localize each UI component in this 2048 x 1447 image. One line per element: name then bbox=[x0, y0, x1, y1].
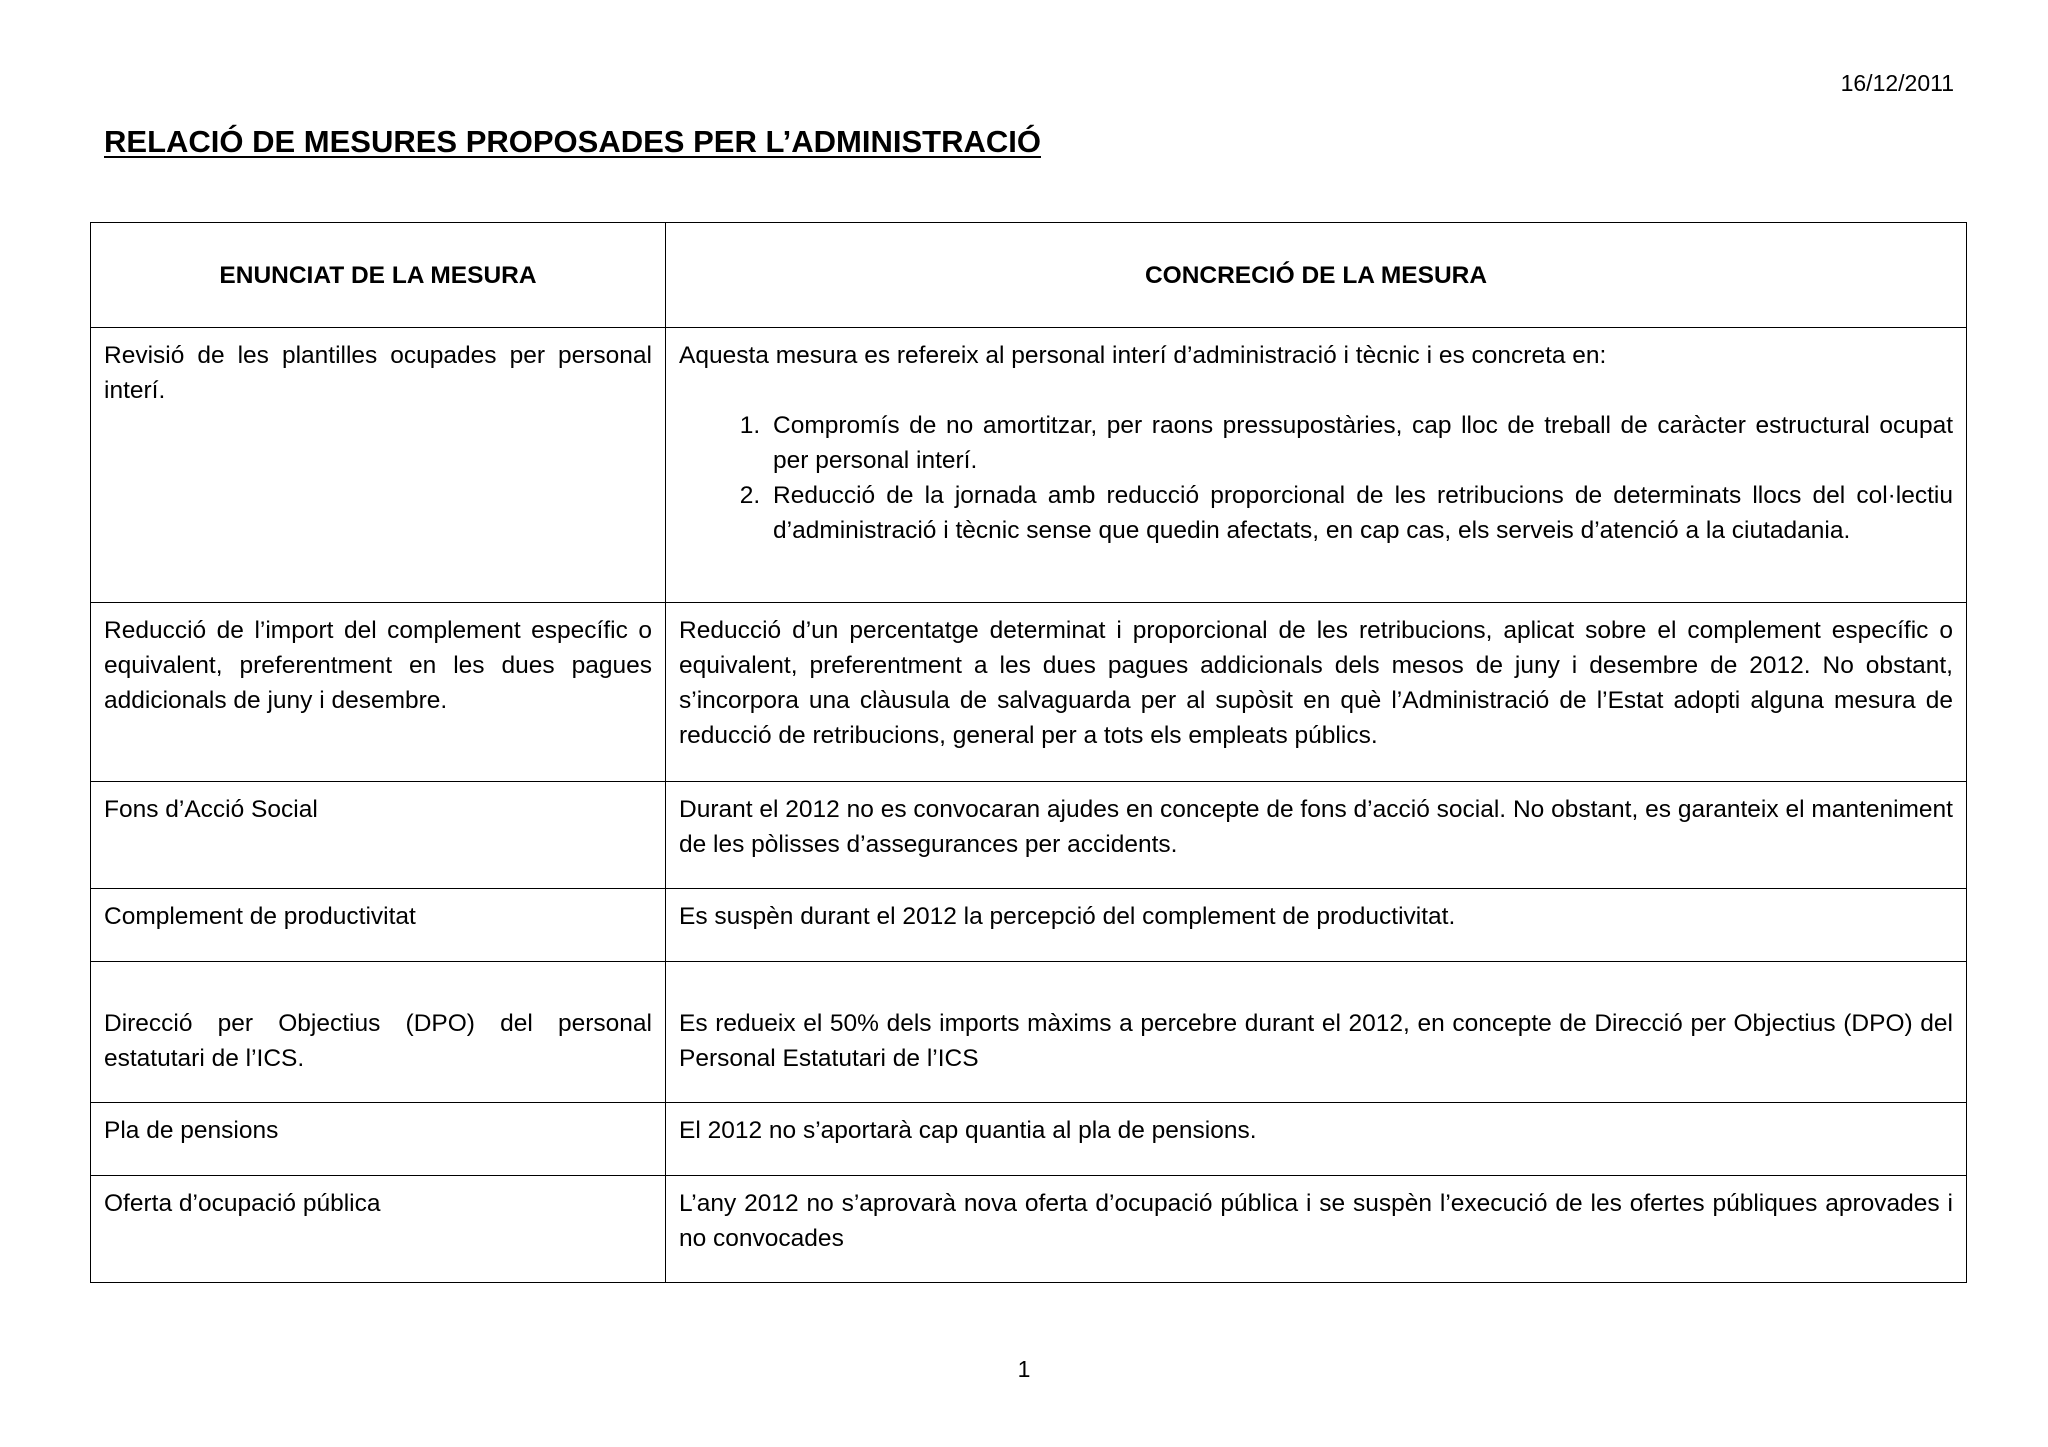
measures-table bbox=[90, 222, 1967, 1283]
table-row bbox=[91, 1176, 1967, 1283]
measure-cell: Direcció per Objectius (DPO) del personal estatutari de l’ICS. bbox=[91, 962, 666, 1103]
detail-cell: Es redueix el 50% dels imports màxims a percebre durant el 2012, en concepte de Direcció per Objectius (DPO) del Personal Estatutari de l’ICS bbox=[666, 962, 1967, 1103]
table-row bbox=[91, 782, 1967, 889]
table-header-row bbox=[91, 223, 1967, 328]
document-title: RELACIÓ DE MESURES PROPOSADES PER L’ADMINISTRACIÓ bbox=[104, 124, 1041, 159]
table-row bbox=[91, 962, 1967, 1103]
detail-intro: Aquesta mesura es refereix al personal interí d’administració i tècnic i es concreta en: bbox=[679, 342, 1607, 369]
table-row bbox=[91, 328, 1967, 603]
measure-cell: Revisió de les plantilles ocupades per personal interí. bbox=[91, 328, 666, 603]
table-row bbox=[91, 603, 1967, 782]
column-header-measure: ENUNCIAT DE LA MESURA bbox=[91, 223, 666, 328]
table-row bbox=[91, 1103, 1967, 1176]
detail-cell: Durant el 2012 no es convocaran ajudes en concepte de fons d’acció social. No obstant, es garanteix el manteniment de les pòlisses d’assegurances per accidents. bbox=[666, 782, 1967, 889]
detail-cell: Reducció d’un percentatge determinat i proporcional de les retribucions, aplicat sobre el complement específic o equivalent, preferentment a les dues pagues addicionals dels mesos de juny i desembre de 2012. No obstant, s’incorpora una clàusula de salvaguarda per al supòsit en què l’Administració de l’Estat adopti alguna mesura de reducció de retribucions, general per a tots els empleats públics. bbox=[666, 603, 1967, 782]
detail-cell: El 2012 no s’aportarà cap quantia al pla de pensions. bbox=[666, 1103, 1967, 1176]
detail-cell: Es suspèn durant el 2012 la percepció del complement de productivitat. bbox=[666, 889, 1967, 962]
detail-cell bbox=[666, 328, 1967, 603]
detail-points-list bbox=[679, 408, 1953, 548]
measure-cell: Reducció de l’import del complement específic o equivalent, preferentment en les dues pagues addicionals de juny i desembre. bbox=[91, 603, 666, 782]
list-item: 2. Reducció de la jornada amb reducció proporcional de les retribucions de determinats llocs del col·lectiu d’administració i tècnic sense que quedin afectats, en cap cas, els serveis d’atenció a la ciutadania. bbox=[767, 478, 1953, 548]
measure-cell: Oferta d’ocupació pública bbox=[91, 1176, 666, 1283]
list-item: 1. Compromís de no amortitzar, per raons pressupostàries, cap lloc de treball de caràcter estructural ocupat per personal interí. bbox=[767, 408, 1953, 478]
table-row bbox=[91, 889, 1967, 962]
page-number: 1 bbox=[1017, 1356, 1031, 1382]
measure-cell: Pla de pensions bbox=[91, 1103, 666, 1176]
measure-cell: Fons d’Acció Social bbox=[91, 782, 666, 889]
document-date: 16/12/2011 bbox=[1840, 70, 1954, 96]
measure-cell: Complement de productivitat bbox=[91, 889, 666, 962]
column-header-detail: CONCRECIÓ DE LA MESURA bbox=[666, 223, 1967, 328]
detail-cell: L’any 2012 no s’aprovarà nova oferta d’ocupació pública i se suspèn l’execució de les ofertes públiques aprovades i no convocades bbox=[666, 1176, 1967, 1283]
